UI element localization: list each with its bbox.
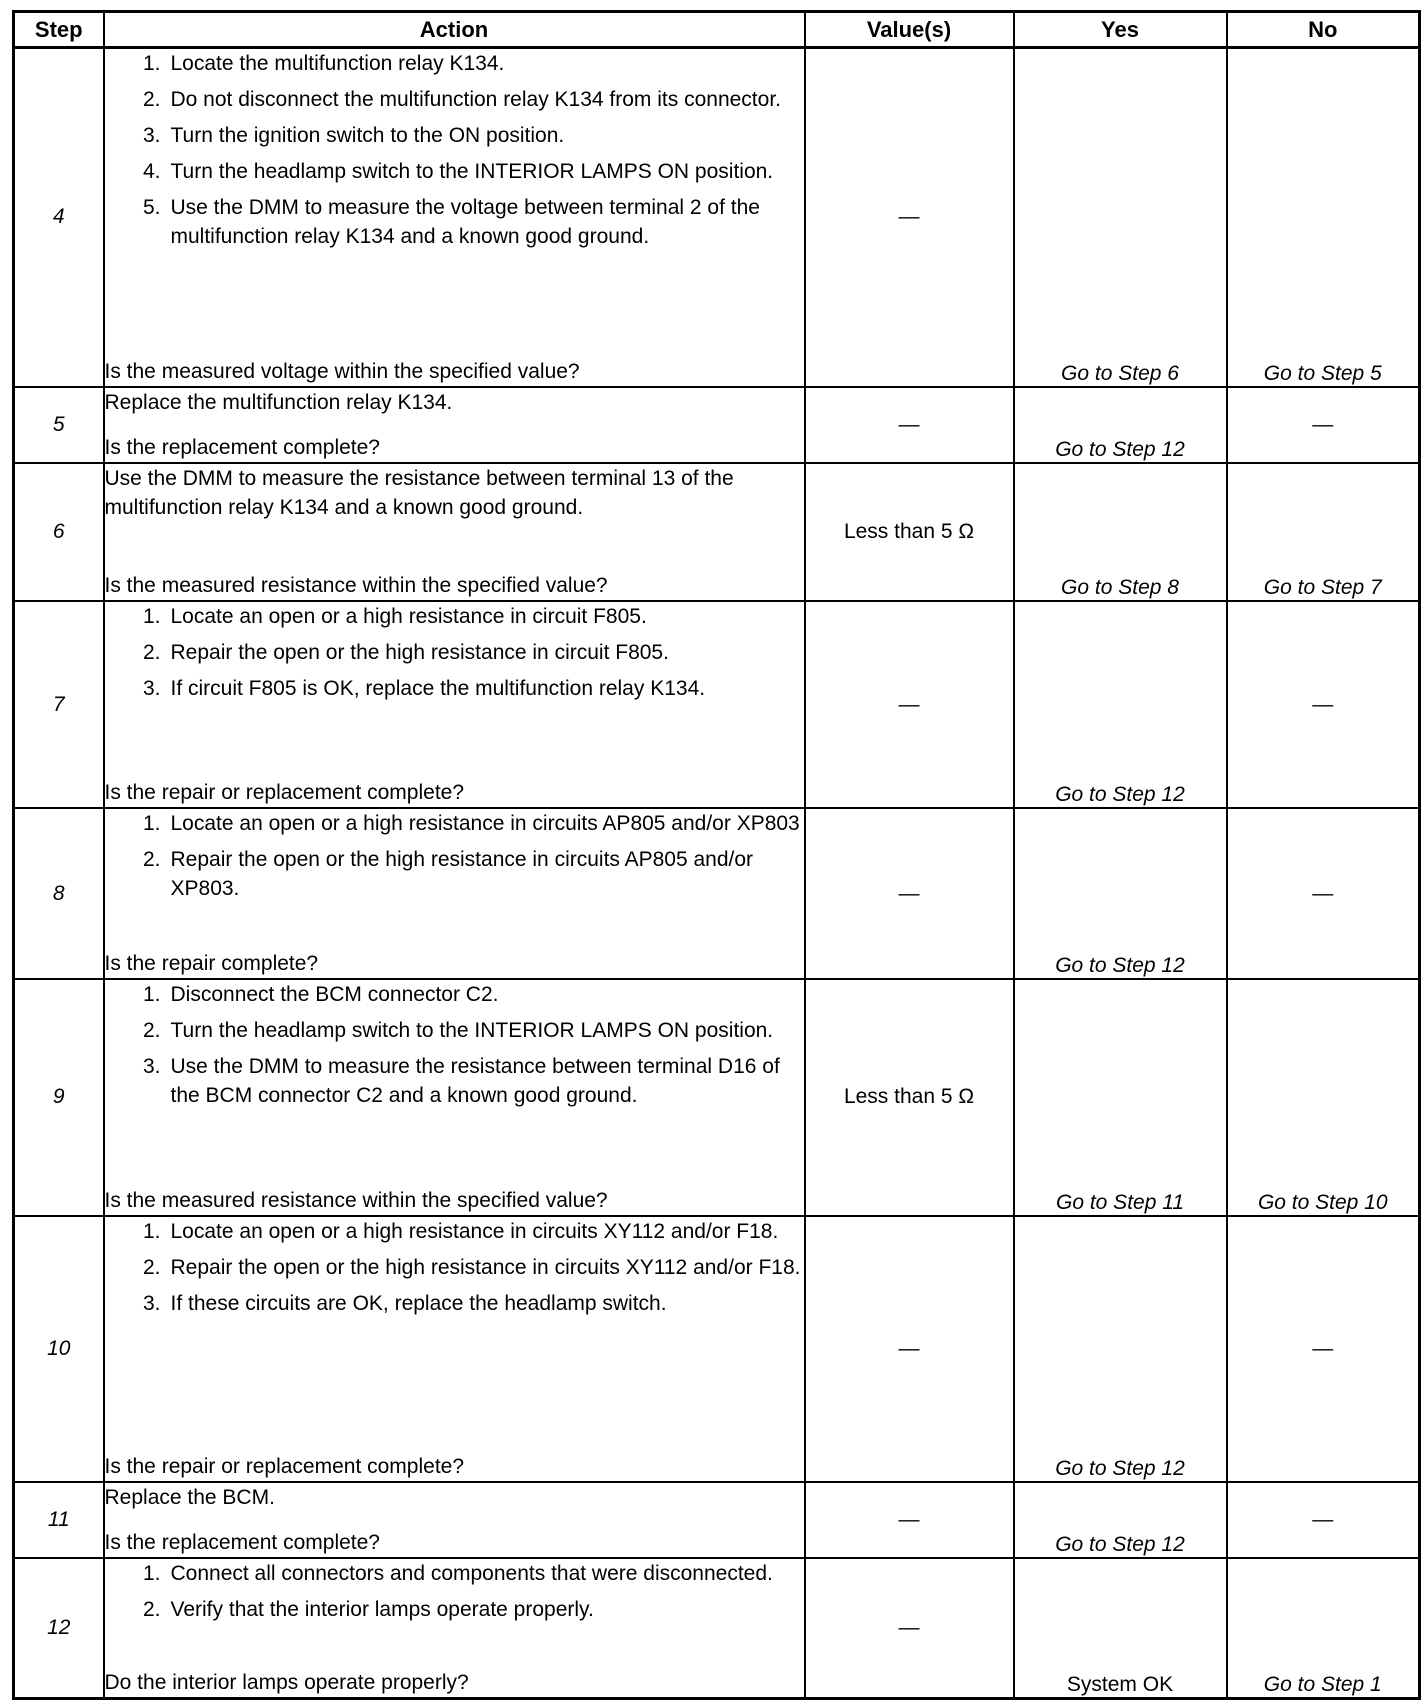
action-question: Do the interior lamps operate properly? xyxy=(104,1671,469,1694)
list-item: 5. Use the DMM to measure the voltage between terminal 2 of the multifunction relay K134 and a known good ground. xyxy=(142,196,760,248)
table-row xyxy=(14,48,1420,387)
value-cell: — xyxy=(805,601,1014,808)
no-cell: Go to Step 10 xyxy=(1227,979,1420,1216)
value-cell: Less than 5 Ω xyxy=(805,463,1014,602)
diagnostic-table xyxy=(12,10,1421,1700)
value-cell: Less than 5 Ω xyxy=(805,979,1014,1216)
yes-cell: Go to Step 11 xyxy=(1014,979,1227,1216)
list-item: 2. Repair the open or the high resistance in circuit F805. xyxy=(142,641,669,665)
list-item: 3. Turn the ignition switch to the ON position. xyxy=(142,124,565,147)
list-item: 1. Locate an open or a high resistance in circuits XY112 and/or F18. xyxy=(142,1219,779,1243)
header-action: Action xyxy=(104,12,805,48)
step-number: 5 xyxy=(14,387,104,463)
header-step: Step xyxy=(14,12,104,48)
no-cell: Go to Step 1 xyxy=(1227,1558,1420,1699)
action-question: Is the measured resistance within the specified value? xyxy=(104,574,608,598)
step-number: 4 xyxy=(14,48,104,387)
list-item: 2. Verify that the interior lamps operate properly. xyxy=(142,1597,594,1621)
yes-cell: Go to Step 12 xyxy=(1014,601,1227,808)
action-cell xyxy=(104,463,805,602)
list-item: 2. Repair the open or the high resistance in circuits AP805 and/or XP803. xyxy=(142,848,754,901)
yes-cell: Go to Step 8 xyxy=(1014,463,1227,602)
value-cell: — xyxy=(805,1216,1014,1482)
list-item: 2. Turn the headlamp switch to the INTERIOR LAMPS ON position. xyxy=(142,1018,774,1042)
action-question: Is the replacement complete? xyxy=(104,435,380,459)
step-number: 6 xyxy=(14,463,104,602)
action-question: Is the replacement complete? xyxy=(104,1530,380,1554)
action-question: Is the measured resistance within the specified value? xyxy=(104,1188,608,1212)
list-item: 2. Do not disconnect the multifunction relay K134 from its connector. xyxy=(142,88,781,111)
action-text: Replace the multifunction relay K134. xyxy=(104,390,453,414)
action-question: Is the repair complete? xyxy=(104,951,319,975)
table-row xyxy=(14,463,1420,602)
no-cell: — xyxy=(1227,1216,1420,1482)
list-item: 2. Repair the open or the high resistance in circuits XY112 and/or F18. xyxy=(142,1255,801,1279)
yes-cell: Go to Step 6 xyxy=(1014,48,1227,387)
header-yes: Yes xyxy=(1014,12,1227,48)
list-item: 1. Disconnect the BCM connector C2. xyxy=(142,982,499,1006)
action-question: Is the repair or replacement complete? xyxy=(104,1454,465,1478)
action-list xyxy=(105,1559,804,1631)
step-number: 9 xyxy=(14,979,104,1216)
list-item: 1. Locate an open or a high resistance in circuit F805. xyxy=(142,605,647,629)
no-cell: — xyxy=(1227,808,1420,979)
value-cell: — xyxy=(805,48,1014,387)
action-cell xyxy=(104,387,805,463)
list-item: 3. If these circuits are OK, replace the headlamp switch. xyxy=(142,1291,667,1315)
table-row xyxy=(14,979,1420,1216)
value-cell: — xyxy=(805,808,1014,979)
action-cell xyxy=(104,1216,805,1482)
list-item: 1. Locate the multifunction relay K134. xyxy=(142,52,505,75)
no-cell: Go to Step 7 xyxy=(1227,463,1420,602)
action-cell xyxy=(104,48,805,387)
list-item: 3. Use the DMM to measure the resistance between terminal D16 of the BCM connector C2 and a known good ground. xyxy=(142,1054,780,1107)
list-item: 1. Connect all connectors and components that were disconnected. xyxy=(142,1561,773,1585)
list-item: 4. Turn the headlamp switch to the INTERIOR LAMPS ON position. xyxy=(142,160,774,183)
action-cell xyxy=(104,808,805,979)
action-list xyxy=(105,980,804,1117)
action-question: Is the repair or replacement complete? xyxy=(104,781,465,805)
action-cell xyxy=(104,601,805,808)
action-cell xyxy=(104,979,805,1216)
action-cell xyxy=(104,1558,805,1699)
step-number: 8 xyxy=(14,808,104,979)
header-no: No xyxy=(1227,12,1420,48)
yes-cell: Go to Step 12 xyxy=(1014,808,1227,979)
header-values: Value(s) xyxy=(805,12,1014,48)
no-cell: — xyxy=(1227,601,1420,808)
table-row xyxy=(14,1216,1420,1482)
table-row xyxy=(14,387,1420,463)
yes-cell: Go to Step 12 xyxy=(1014,1216,1227,1482)
value-cell: — xyxy=(805,1482,1014,1558)
table-row xyxy=(14,1558,1420,1699)
action-cell xyxy=(104,1482,805,1558)
no-cell: Go to Step 5 xyxy=(1227,48,1420,387)
action-list xyxy=(105,1217,804,1325)
table-row xyxy=(14,601,1420,808)
step-number: 10 xyxy=(14,1216,104,1482)
yes-cell: Go to Step 12 xyxy=(1014,1482,1227,1558)
header-row xyxy=(14,12,1420,48)
table-row xyxy=(14,808,1420,979)
table-row xyxy=(14,1482,1420,1558)
yes-cell: Go to Step 12 xyxy=(1014,387,1227,463)
value-cell: — xyxy=(805,387,1014,463)
yes-cell: System OK xyxy=(1014,1558,1227,1699)
action-text: Use the DMM to measure the resistance between terminal 13 of the multifunction relay K134 and a known good ground. xyxy=(104,466,734,519)
action-text: Replace the BCM. xyxy=(104,1485,275,1509)
action-list xyxy=(105,49,804,258)
list-item: 1. Locate an open or a high resistance in circuits AP805 and/or XP803 xyxy=(142,812,800,836)
action-question: Is the measured voltage within the specified value? xyxy=(104,359,580,383)
step-number: 12 xyxy=(14,1558,104,1699)
step-number: 11 xyxy=(14,1482,104,1558)
list-item: 3. If circuit F805 is OK, replace the multifunction relay K134. xyxy=(142,677,706,701)
no-cell: — xyxy=(1227,1482,1420,1558)
value-cell: — xyxy=(805,1558,1014,1699)
step-number: 7 xyxy=(14,601,104,808)
action-list xyxy=(105,809,804,910)
action-list xyxy=(105,602,804,710)
no-cell: — xyxy=(1227,387,1420,463)
